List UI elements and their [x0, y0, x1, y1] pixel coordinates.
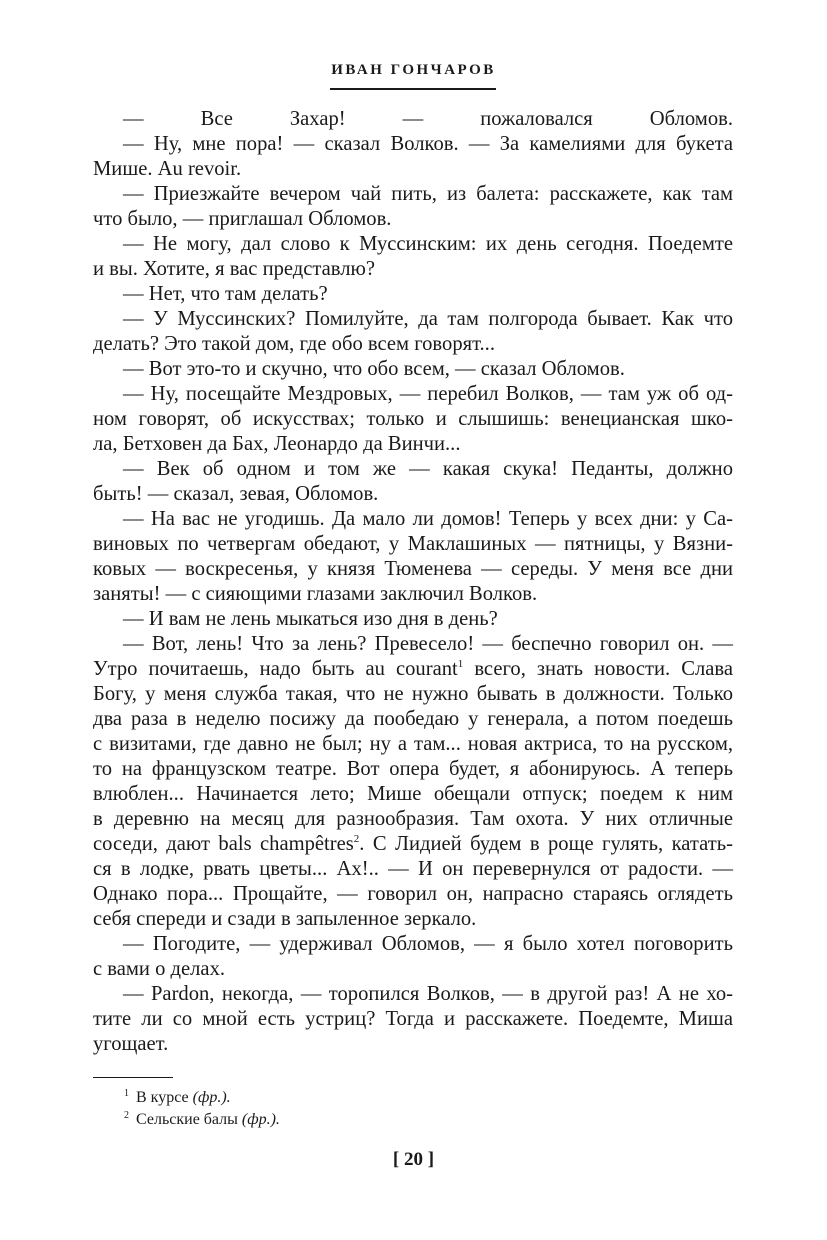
footnote-1 [124, 1084, 231, 1108]
footnote-text: В курсе [136, 1089, 189, 1106]
text-line: тите ли со мной есть устриц? Тогда и расскажете. Поедемте, Миша [93, 1008, 733, 1030]
text-line: в деревню на месяц для разнообразия. Там охота. У них отличные [93, 808, 733, 830]
footnote-ref-1: 1 [457, 658, 464, 670]
text-line: быть! — сказал, зевая, Обломов. [93, 483, 379, 505]
body-text [93, 107, 733, 1057]
text-line: и вы. Хотите, я вас представлю? [93, 258, 376, 280]
text-line: с визитами, где давно не был; ну а там... новая актриса, то на русском, [93, 733, 733, 755]
footnote-2 [124, 1106, 280, 1130]
text-line: два раза в неделю посижу да пообедаю у генерала, а потом поедешь [93, 708, 733, 730]
text-line: — Ну, мне пора! — сказал Волков. — За камелиями для букета [123, 133, 733, 155]
text-line: ла, Бетховен да Бах, Леонардо да Винчи... [93, 433, 461, 455]
text-line: — Погодите, — удерживал Обломов, — я было хотел поговорить [123, 933, 733, 955]
footnote-lang: (фр.). [241, 1111, 280, 1128]
text-line: делать? Это такой дом, где обо всем говорят... [93, 333, 495, 355]
text-line: Однако пора... Прощайте, — говорил он, напрасно стараясь оглядеть [93, 883, 733, 905]
text-line: — Вот это-то и скучно, что обо всем, — сказал Обломов. [123, 358, 625, 380]
text-line: — Ну, посещайте Мездровых, — перебил Волков, — там уж об од- [123, 383, 733, 405]
text-line: — Приезжайте вечером чай пить, из балета: расскажете, как там [123, 183, 733, 205]
text-line: влюблен... Начинается лето; Мише обещали отпуск; поедем к ним [93, 783, 733, 805]
text-line: ся в лодке, рвать цветы... Ах!.. — И он перевернулся от радости. — [93, 858, 733, 880]
page-number: [ 20 ] [392, 1149, 435, 1170]
footnote-text: Сельские балы [136, 1111, 238, 1128]
footnote-rule [93, 1077, 173, 1078]
footnote-lang: (фр.). [192, 1089, 231, 1106]
text-line: ковых — воскресенья, у князя Тюменева — середы. У меня все дни [93, 558, 733, 580]
text-line: что было, — приглашал Обломов. [93, 208, 392, 230]
text-line: угощает. [93, 1033, 169, 1055]
text-fragment: . С Лидией будем в роще гулять, катать- [359, 833, 733, 855]
text-line: с вами о делах. [93, 958, 226, 980]
text-line: себя спереди и сзади в запыленное зеркало. [93, 908, 477, 930]
text-fragment: соседи, дают bals champêtres [93, 833, 354, 855]
text-line: — Век об одном и том же — какая скука! Педанты, должно [123, 458, 733, 480]
footnote-ref-2: 2 [353, 833, 360, 845]
footnote-number: 2 [124, 1110, 129, 1121]
text-line: заняты! — с сияющими глазами заключил Волков. [93, 583, 538, 605]
text-line: — Не могу, дал слово к Муссинским: их день сегодня. Поедемте [123, 233, 733, 255]
footnote-number: 1 [124, 1088, 129, 1099]
header-rule [330, 88, 496, 90]
text-line [93, 657, 733, 682]
text-fragment: Утро почитаешь, надо быть au courant [93, 658, 458, 680]
text-line: — У Муссинских? Помилуйте, да там полгорода бывает. Как что [123, 308, 733, 330]
text-line: то на французском театре. Вот опера будет, я абонируюсь. А теперь [93, 758, 733, 780]
text-line: Мише. Au revoir. [93, 158, 242, 180]
text-line: — На вас не угодишь. Да мало ли домов! Теперь у всех дни: у Са- [123, 508, 733, 530]
text-line [93, 832, 733, 857]
text-fragment: всего, знать новости. Слава [463, 658, 734, 680]
text-line: Богу, у меня служба такая, что не нужно бывать в должности. Только [93, 683, 733, 705]
text-line: — Нет, что там делать? [123, 283, 328, 305]
text-line: ном говорят, об искусствах; только и слышишь: венецианская шко- [93, 408, 733, 430]
text-line: — Все Захар! — пожаловался Обломов. [123, 108, 733, 130]
text-line: — И вам не лень мыкаться изо дня в день? [123, 608, 498, 630]
text-line: — Вот, лень! Что за лень? Превесело! — беспечно говорил он. — [123, 633, 733, 655]
text-line: — Pardon, некогда, — торопился Волков, — в другой раз! А не хо- [123, 983, 733, 1005]
text-line: виновых по четвергам обедают, у Маклашиных — пятницы, у Вязни- [93, 533, 733, 555]
running-header: ИВАН ГОНЧАРОВ [331, 62, 496, 78]
